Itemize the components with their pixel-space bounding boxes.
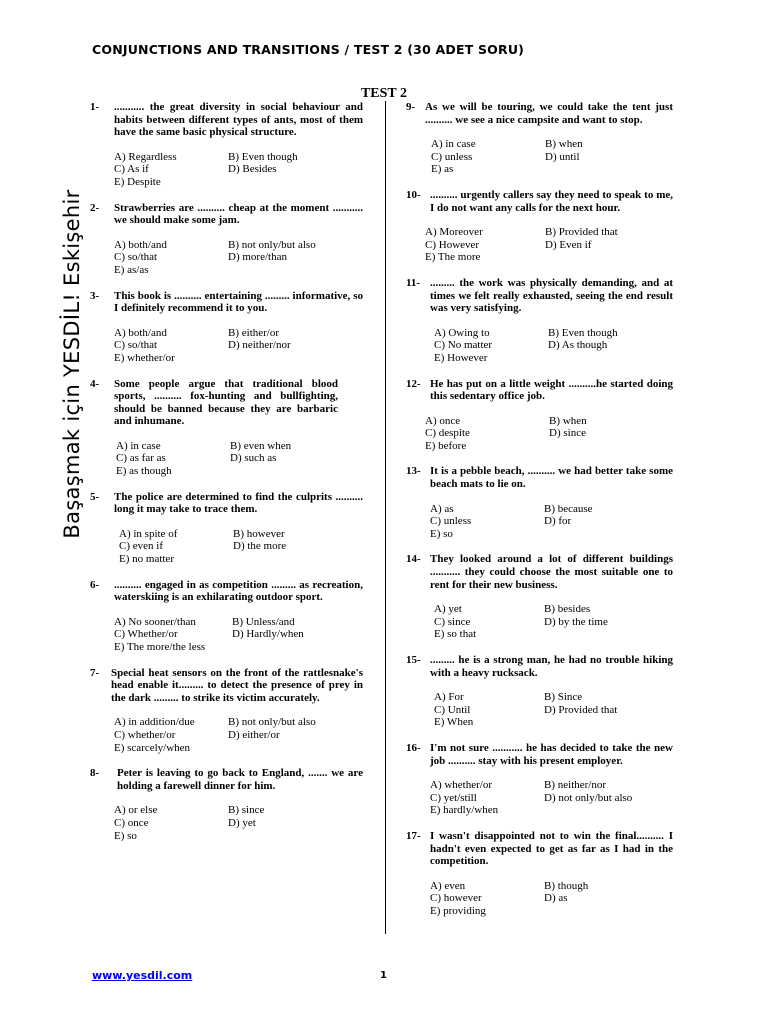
question-5 — [90, 491, 363, 566]
option-d: D) for — [544, 515, 572, 528]
option-b: B) either/or — [228, 326, 280, 339]
option-b: B) not only/but also — [228, 716, 316, 729]
question-number: 13- — [406, 465, 421, 478]
option-c: C) so/that — [114, 251, 158, 264]
question-number: 8- — [90, 767, 100, 780]
option-b: B) besides — [544, 603, 591, 616]
question-text: ......... the work was physically demanding, and at times we felt really exhausted, seeing the end result was very satisfying. — [430, 276, 673, 315]
option-b: B) Provided that — [545, 226, 618, 239]
question-10 — [406, 189, 673, 264]
option-c: C) No matter — [434, 339, 493, 352]
question-text: ......... he is a strong man, he had no trouble hiking with a heavy rucksack. — [430, 654, 673, 679]
question-text: They looked around a lot of different buildings ........... they could choose the most suitable one to rent for their new business. — [430, 553, 673, 591]
option-c: C) yet/still — [430, 791, 477, 804]
option-c: C) whether/or — [114, 728, 176, 741]
option-c: C) Whether/or — [114, 628, 178, 641]
question-number: 6- — [90, 578, 100, 591]
document-header: CONJUNCTIONS AND TRANSITIONS / TEST 2 (30 ADET SORU) — [92, 42, 525, 57]
question-number: 4- — [90, 377, 100, 390]
option-c: C) even if — [119, 540, 163, 553]
question-13 — [406, 465, 673, 540]
left-column — [90, 101, 363, 842]
option-a: A) Moreover — [425, 226, 483, 239]
question-7 — [90, 667, 363, 755]
option-d: D) by the time — [544, 615, 608, 628]
option-d: D) not only/but also — [544, 791, 633, 804]
option-d: D) Provided that — [544, 703, 618, 716]
option-b: B) because — [544, 502, 593, 515]
question-number: 15- — [406, 654, 421, 666]
option-e: E) as though — [116, 465, 172, 478]
option-b: B) Even though — [548, 326, 618, 339]
question-1 — [90, 101, 363, 189]
question-number: 3- — [90, 289, 100, 302]
question-number: 7- — [90, 666, 100, 679]
question-text: Some people argue that traditional blood sports, .......... fox-hunting and bullfighting, should be banned because they are barbaric and inhumane. — [114, 377, 338, 428]
option-c: C) unless — [431, 150, 473, 163]
question-text: It is a pebble beach, .......... we had better take some beach mats to lie on. — [430, 465, 673, 491]
option-c: C) as far as — [116, 452, 166, 465]
question-text: Strawberries are .......... cheap at the moment ........... we should make some jam. — [114, 201, 363, 227]
option-b: B) though — [544, 879, 589, 892]
right-column — [406, 101, 673, 918]
option-c: C) despite — [425, 427, 470, 440]
option-e: E) as/as — [114, 263, 149, 276]
option-c: C) so/that — [114, 339, 158, 352]
question-text: ........... the great diversity in social behaviour and habits between different types of ants, most of them have the same basic physical structure. — [114, 101, 363, 139]
question-number: 2- — [90, 201, 100, 214]
question-text: Special heat sensors on the front of the rattlesnake's head enable it......... to detect the presence of prey in the dark ......... to strike its victim accurately. — [111, 666, 363, 704]
test-title: TEST 2 — [360, 86, 408, 101]
option-e: E) However — [434, 351, 488, 364]
option-c: C) Until — [434, 703, 471, 716]
question-number: 1- — [90, 101, 100, 113]
option-a: A) whether/or — [430, 779, 493, 792]
question-text: The police are determined to find the culprits .......... long it may take to trace them. — [114, 490, 363, 516]
option-a: A) both/and — [114, 238, 167, 251]
option-d: D) neither/nor — [228, 339, 291, 352]
option-c: C) once — [114, 816, 149, 829]
option-c: C) As if — [114, 163, 149, 176]
question-9 — [406, 101, 673, 176]
option-d: D) Hardly/when — [232, 628, 304, 641]
option-e: E) When — [434, 716, 474, 729]
question-text: This book is .......... entertaining ......... informative, so I definitely recommend it to you. — [114, 289, 363, 315]
option-e: E) The more — [425, 251, 481, 264]
question-6 — [90, 579, 363, 654]
option-a: A) No sooner/than — [114, 615, 196, 628]
option-e: E) scarcely/when — [114, 741, 191, 754]
option-e: E) hardly/when — [430, 804, 499, 817]
option-c: C) unless — [430, 515, 472, 528]
question-8 — [90, 767, 363, 842]
option-a: A) once — [425, 414, 461, 427]
option-d: D) yet — [228, 816, 256, 829]
option-d: D) as — [544, 892, 568, 905]
website-link[interactable]: www.yesdil.com — [92, 969, 193, 982]
question-11 — [406, 277, 673, 365]
question-number: 16- — [406, 741, 421, 754]
side-watermark-text: Başaşmak için YESDİL! Eskişehir — [60, 189, 84, 539]
option-d: D) more/than — [228, 251, 287, 264]
option-a: A) in addition/due — [114, 716, 195, 729]
option-a: A) Regardless — [114, 150, 177, 163]
question-2 — [90, 202, 363, 277]
option-e: E) providing — [430, 904, 486, 917]
option-a: A) both/and — [114, 326, 167, 339]
question-4 — [90, 378, 363, 478]
question-12 — [406, 378, 673, 453]
option-d: D) until — [545, 150, 580, 163]
option-e: E) as — [431, 163, 454, 176]
option-a: A) even — [430, 879, 466, 892]
option-b: B) since — [228, 804, 265, 817]
question-number: 11- — [406, 276, 421, 289]
option-d: D) Besides — [228, 163, 277, 176]
option-a: A) or else — [114, 804, 158, 817]
question-number: 10- — [406, 188, 421, 201]
option-a: A) in spite of — [119, 527, 178, 540]
option-a: A) yet — [434, 603, 462, 616]
column-divider — [385, 101, 386, 934]
question-17 — [406, 830, 673, 918]
option-b: B) even when — [230, 439, 292, 452]
question-text: .......... urgently callers say they need to speak to me, I do not want any calls for the next hour. — [430, 188, 673, 214]
option-a: A) Owing to — [434, 326, 490, 339]
page-number: 1 — [380, 970, 387, 981]
question-text: As we will be touring, we could take the tent just .......... we see a nice campsite and want to stop. — [425, 101, 673, 126]
option-e: E) so that — [434, 628, 477, 641]
question-text: He has put on a little weight ..........he started doing this sedentary office job. — [430, 377, 673, 403]
option-d: D) As though — [548, 339, 608, 352]
question-3 — [90, 290, 363, 365]
option-e: E) so — [430, 527, 453, 540]
option-b: B) however — [233, 527, 285, 540]
option-b: B) not only/but also — [228, 238, 316, 251]
option-b: B) neither/nor — [544, 779, 607, 792]
option-b: B) Since — [544, 691, 583, 704]
option-b: B) Unless/and — [232, 615, 295, 628]
option-c: C) However — [425, 238, 480, 251]
question-text: I wasn't disappointed not to win the final.......... I hadn't even expected to get as far as I had in the competition. — [430, 829, 673, 868]
question-number: 12- — [406, 377, 421, 390]
option-d: D) the more — [233, 540, 287, 553]
question-text: I'm not sure ........... he has decided to take the new job .......... stay with his present employer. — [430, 741, 673, 767]
option-c: C) since — [434, 615, 471, 628]
question-16 — [406, 742, 673, 817]
question-15 — [406, 654, 673, 729]
option-e: E) so — [114, 829, 137, 842]
option-b: B) when — [545, 138, 583, 151]
option-e: E) Despite — [114, 175, 161, 188]
option-d: D) since — [549, 427, 586, 440]
option-e: E) The more/the less — [114, 641, 206, 653]
question-number: 17- — [406, 829, 421, 842]
question-14 — [406, 553, 673, 641]
question-number: 14- — [406, 553, 421, 566]
option-b: B) Even though — [228, 150, 298, 163]
question-number: 5- — [90, 490, 100, 503]
option-d: D) such as — [230, 452, 277, 465]
option-b: B) when — [549, 414, 587, 427]
option-e: E) whether/or — [114, 351, 175, 364]
option-a: A) in case — [431, 138, 476, 151]
option-e: E) before — [425, 439, 467, 452]
option-a: A) For — [434, 691, 464, 704]
option-a: A) in case — [116, 439, 161, 452]
question-text: .......... engaged in as competition ......... as recreation, waterskiing is an exhilarating outdoor sport. — [114, 578, 363, 604]
option-d: D) Even if — [545, 238, 592, 251]
option-c: C) however — [430, 892, 482, 905]
option-d: D) either/or — [228, 728, 280, 741]
option-e: E) no matter — [119, 553, 174, 566]
question-text: Peter is leaving to go back to England, ....... we are holding a farewell dinner for him. — [117, 767, 363, 792]
option-a: A) as — [430, 502, 454, 515]
question-number: 9- — [406, 101, 416, 113]
